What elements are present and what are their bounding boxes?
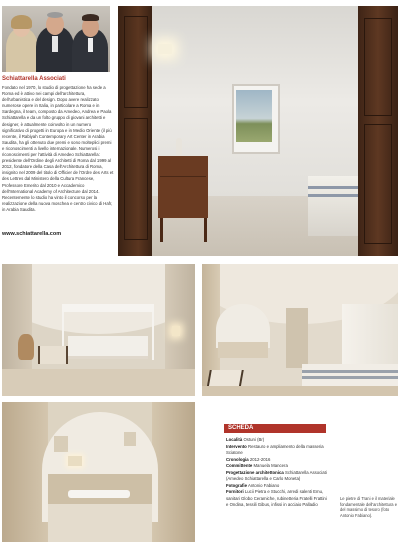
scheda-row: Cronologia 2012-2016 — [226, 456, 271, 462]
scheda-row: Fornitori Lucii Pietra e Stucchi, arredi salenti Emu, sanitari Globo Ceramiche, rubinetteria Fratelli Frattini e Ondina, tessili Gibus, infissi in acciaio Palladio — [226, 489, 327, 507]
scheda-row: Progettazione architettonica Schiattarella Associati (Amedeo Schiattarella e Carlo Moneta) — [226, 469, 327, 481]
vaulted-suite-photo — [202, 264, 398, 396]
scheda-row: Località Ostuni (Br) — [226, 437, 265, 442]
scheda-row: Fotografie Antonio Fabiano — [226, 482, 280, 488]
firm-name: Schiattarella Associati — [2, 76, 66, 82]
stone-bathroom-photo — [2, 402, 195, 542]
firm-website-link[interactable]: www.schiattarella.com — [2, 231, 62, 237]
scheda-title: SCHEDA — [224, 424, 326, 433]
firm-biography: Fondato nel 1970, lo studio di progettazione ha sede a Roma ed è attivo nei campi dell'architettura, dell'urbanistica e del design. Dopo avere realizzato numerose opere in Italia, in particolare a Roma e in Sardegna, il team, composto da Amedeo, Andrea e Paola Schiattarella e da un folto gruppo di giovani architetti e designer, è attualmente coinvolto in un numero significativo di progetti in Europa e in Medio Oriente (il più recente, il Rabiyah Contemporary Art Center in Arabia Saudita, ha gli ottenuto due premi e sono molteplici premi e riconoscimenti a livello internazionale. Numerosi i riconoscimenti per l'attività di Amedeo Schiattarella: presidente dell'Ordine degli Architetti di Roma dal 1999 al 2012, fondatore della Casa dell'Architettura di Roma, insignito nel 2009 del titolo di Officier de l'Ordre des Arts et des Lettres dal Ministero della Cultura Francese, Professore Emerito dal 2010 e Accademico dell'International Academy of Architecture dal 2014. Recentemente lo studio ha vinto il concorso per la realizzazione della nuova moschea e centro civico di Hafr, in Arabia Saudita. — [2, 85, 114, 212]
scheda-row: Committente Manuela Mancera — [226, 463, 288, 468]
scheda-row: Intervento Restauro e ampliamento della masseria Sciatone — [226, 443, 324, 455]
scheda-details — [226, 437, 330, 509]
bedroom-interior-photo — [118, 6, 398, 256]
canopy-bedroom-photo — [2, 264, 195, 396]
team-portrait-photo — [2, 6, 110, 72]
photo-caption: Le pietre di Trani e il materiale fondamentale dell'architettura e del massimo di tesoro (foto Antonio Fabiano). — [340, 496, 397, 518]
